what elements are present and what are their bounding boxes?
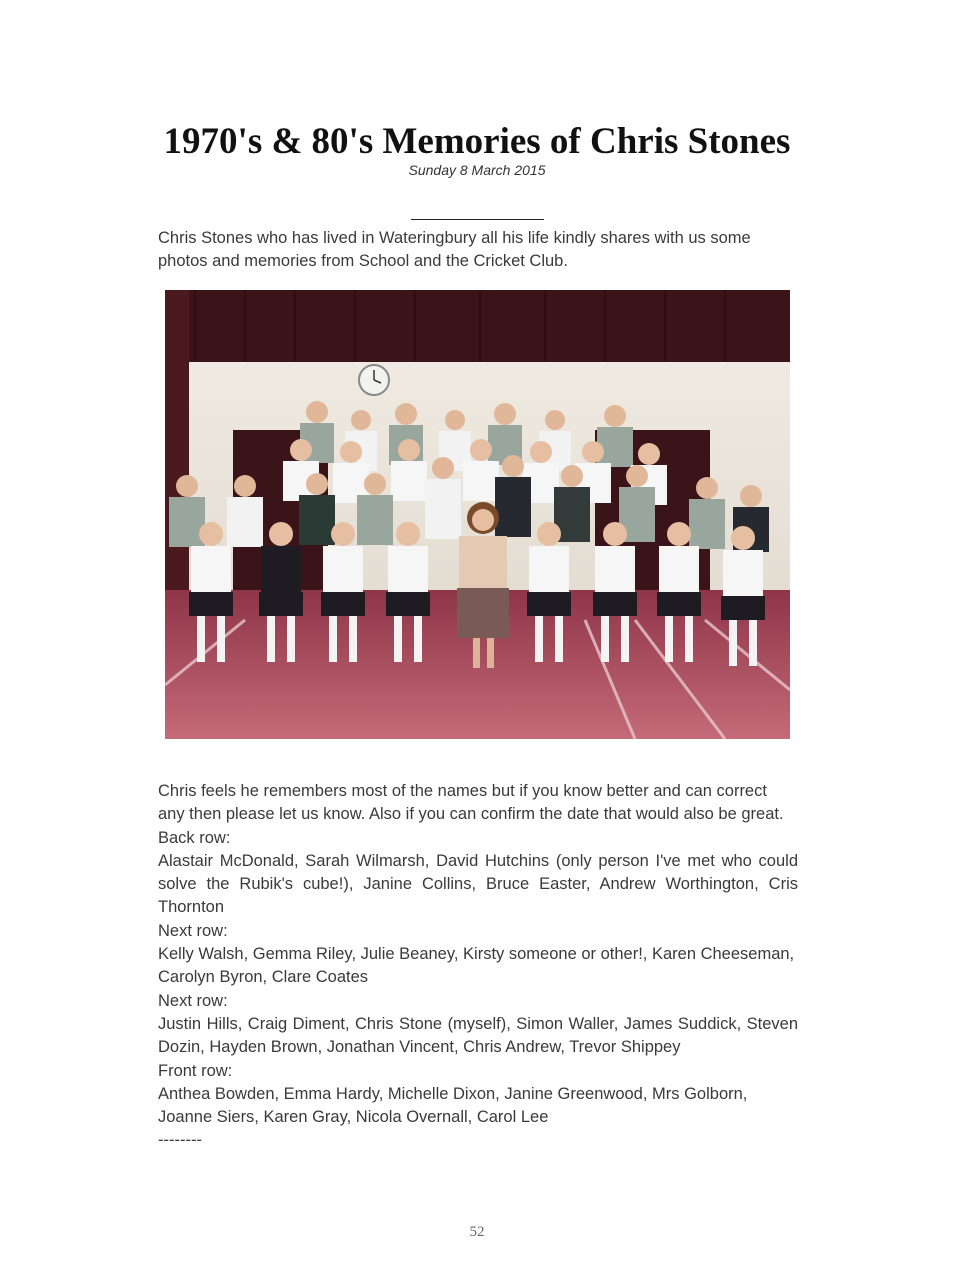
post-date: Sunday 8 March 2015 xyxy=(408,162,546,178)
intro-note: Chris feels he remembers most of the names but if you know better and can correct any then please let us know. Also if you can confirm the date that would also be great. xyxy=(158,782,784,824)
article-body xyxy=(158,780,798,1153)
row-names-back: Alastair McDonald, Sarah Wilmarsh, David Hutchins (only person I've met who could solve the Rubik's cube!), Janine Collins, Bruce Easter, Andrew Worthington, Cris Thornton xyxy=(158,851,798,917)
row-heading-next-2: Next row: xyxy=(158,991,228,1010)
row-heading-front: Front row: xyxy=(158,1061,233,1080)
page-title: 1970's & 80's Memories of Chris Stones xyxy=(163,121,791,162)
row-names-next-1: Kelly Walsh, Gemma Riley, Julie Beaney, Kirsty someone or other!, Karen Cheeseman, Carolyn Byron, Clare Coates xyxy=(158,945,795,987)
row-heading-next-1: Next row: xyxy=(158,921,228,940)
row-names-front: Anthea Bowden, Emma Hardy, Michelle Dixon, Janine Greenwood, Mrs Golborn, Joanne Siers, Karen Gray, Nicola Overnall, Carol Lee xyxy=(158,1084,748,1127)
divider xyxy=(411,219,544,220)
separator: -------- xyxy=(158,1131,202,1150)
class-photo xyxy=(165,290,790,739)
page-number: 52 xyxy=(469,1224,485,1240)
row-names-next-2: Justin Hills, Craig Diment, Chris Stone (myself), Simon Waller, James Suddick, Steven Dozin, Hayden Brown, Jonathan Vincent, Chris Andrew, Trevor Shippey xyxy=(158,1014,798,1057)
intro-paragraph: Chris Stones who has lived in Wateringbury all his life kindly shares with us some photos and memories from School and the Cricket Club. xyxy=(158,229,751,270)
row-heading-back: Back row: xyxy=(158,828,231,847)
